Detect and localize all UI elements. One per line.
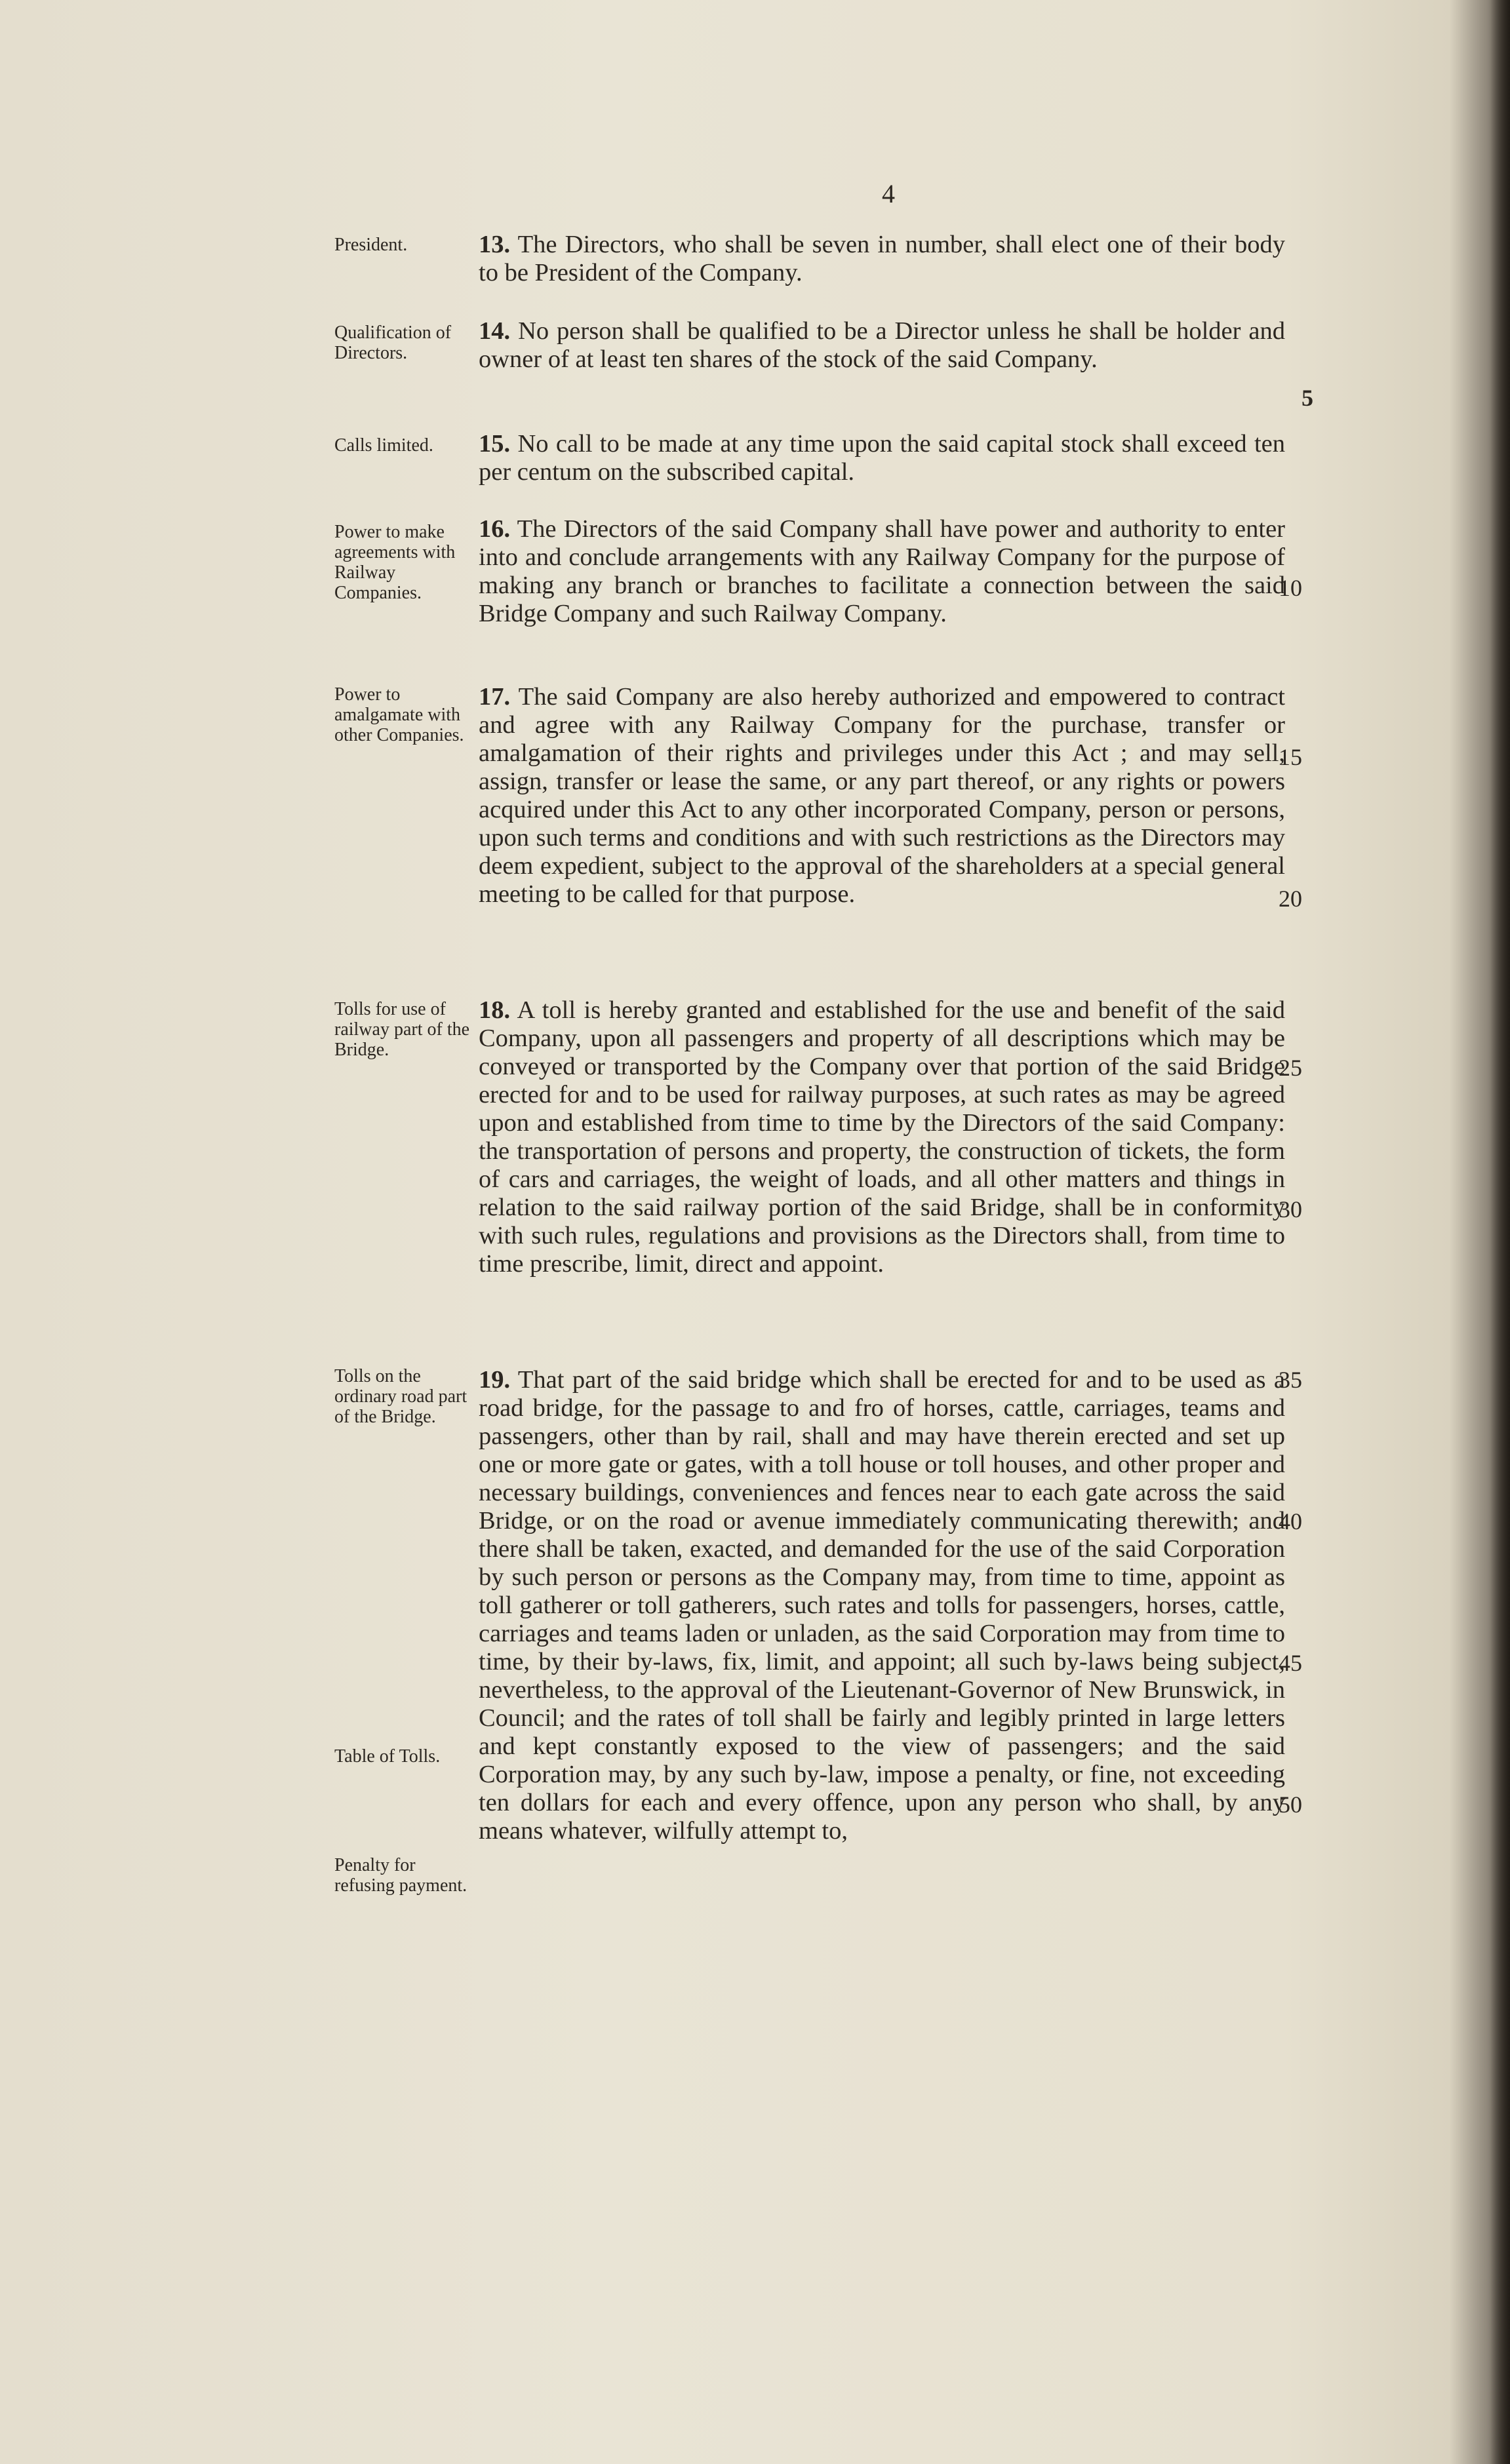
margin-note-tolls-railway: Tolls for use of railway part of the Bridge. <box>334 999 470 1060</box>
line-number-20: 20 <box>1279 886 1302 912</box>
line-number-15: 15 <box>1279 744 1302 770</box>
section-16 <box>479 515 1285 628</box>
section-15 <box>479 430 1285 486</box>
line-number-25: 25 <box>1279 1055 1302 1081</box>
page-edge-shadow <box>1490 0 1510 2464</box>
margin-note-penalty: Penalty for refusing payment. <box>334 1855 467 1896</box>
section-number: 17. <box>479 683 511 711</box>
line-number-35: 35 <box>1279 1367 1302 1393</box>
section-14 <box>479 317 1285 374</box>
section-number: 15. <box>479 430 511 458</box>
margin-note-power-amalgamate: Power to amalgamate with other Companies. <box>334 684 464 745</box>
page-number: 4 <box>882 179 895 208</box>
margin-note-power-agreements: Power to make agreements with Railway Companies. <box>334 522 456 603</box>
section-17 <box>479 683 1285 909</box>
section-19 <box>479 1366 1285 1845</box>
margin-note-qualification: Qualification of Directors. <box>334 323 452 363</box>
line-number-45: 45 <box>1279 1650 1302 1676</box>
line-number-50: 50 <box>1279 1791 1302 1818</box>
margin-note-tolls-road: Tolls on the ordinary road part of the Bridge. <box>334 1366 467 1427</box>
margin-note-calls-limited: Calls limited. <box>334 435 433 456</box>
line-number-40: 40 <box>1279 1508 1302 1535</box>
line-number-30: 30 <box>1279 1196 1302 1222</box>
section-text: No call to be made at any time upon the said capital stock shall exceed ten per centum on the subscribed capital. <box>479 430 1286 486</box>
section-13 <box>479 231 1285 287</box>
section-text: The said Company are also hereby authorized and empowered to contract and agree with any Railway Company for the purchase, transfer or amalgamation of their rights and privileges under this Act ; and may sell, assign, transfer or lease the same, or any part thereof, or any rights or powers acquired under this Act to any other incorporated Company, person or persons, upon such terms and conditions and with such restrictions as the Directors may deem expedient, subject to the approval of the shareholders at a special general meeting to be called for that purpose. <box>479 683 1285 908</box>
section-text: No person shall be qualified to be a Director unless he shall be holder and owner of at least ten shares of the stock of the said Company. <box>479 317 1285 373</box>
section-number: 19. <box>479 1366 511 1394</box>
line-number-10: 10 <box>1279 575 1302 601</box>
section-text: The Directors, who shall be seven in number, shall elect one of their body to be President of the Company. <box>479 231 1285 286</box>
section-text: That part of the said bridge which shall be erected for and to be used as a road bridge, for the passage to and fro of horses, cattle, carriages, teams and passengers, other than by rail, shall and may have therein erected and set up one or more gate or gates, with a toll house or toll houses, and other proper and necessary buildings, conveniences and fences near to each gate across the said Bridge, or on the road or avenue immediately communicating therewith; and there shall be taken, exacted, and demanded for the use of the said Corporation by such person or persons as the Company may, from time to time, appoint as toll gatherer or toll gatherers, such rates and tolls for passengers, horses, cattle, carriages and teams laden or unladen, as the said Corporation may from time to time, by their by-laws, fix, limit, and appoint; all such by-laws being subject, nevertheless, to the approval of the Lieutenant-Governor of New Brunswick, in Council; and the rates of toll shall be fairly and legibly printed in large letters and kept constantly exposed to the view of passengers; and the said Corporation may, by any such by-law, impose a penalty, or fine, not exceeding ten dollars for each and every offence, upon any person who shall, by any means whatever, wilfully attempt to, <box>479 1366 1286 1845</box>
section-18 <box>479 996 1285 1278</box>
section-number: 18. <box>479 996 511 1024</box>
section-number: 16. <box>479 515 511 543</box>
line-number-5: 5 <box>1301 385 1313 411</box>
section-text: The Directors of the said Company shall have power and authority to enter into and conclude arrangements with any Railway Company for the purpose of making any branch or branches to facilitate a connection between the said Bridge Company and such Railway Company. <box>479 515 1285 627</box>
margin-note-president: President. <box>334 235 408 255</box>
section-number: 14. <box>479 317 511 345</box>
section-text: A toll is hereby granted and established for the use and benefit of the said Company, upon all passengers and property of all descriptions which may be conveyed or transported by the Company over that portion of the said Bridge erected for and to be used for railway purposes, at such rates as may be agreed upon and established from time to time by the Directors of the said Company: the transportation of persons and property, the construction of tickets, the form of cars and carriages, the weight of loads, and all other matters and things in relation to the said railway portion of the said Bridge, shall be in conformity with such rules, regulations and provisions as the Directors shall, from time to time prescribe, limit, direct and appoint. <box>479 996 1285 1278</box>
margin-note-table-of-tolls: Table of Tolls. <box>334 1746 441 1767</box>
section-number: 13. <box>479 231 511 258</box>
